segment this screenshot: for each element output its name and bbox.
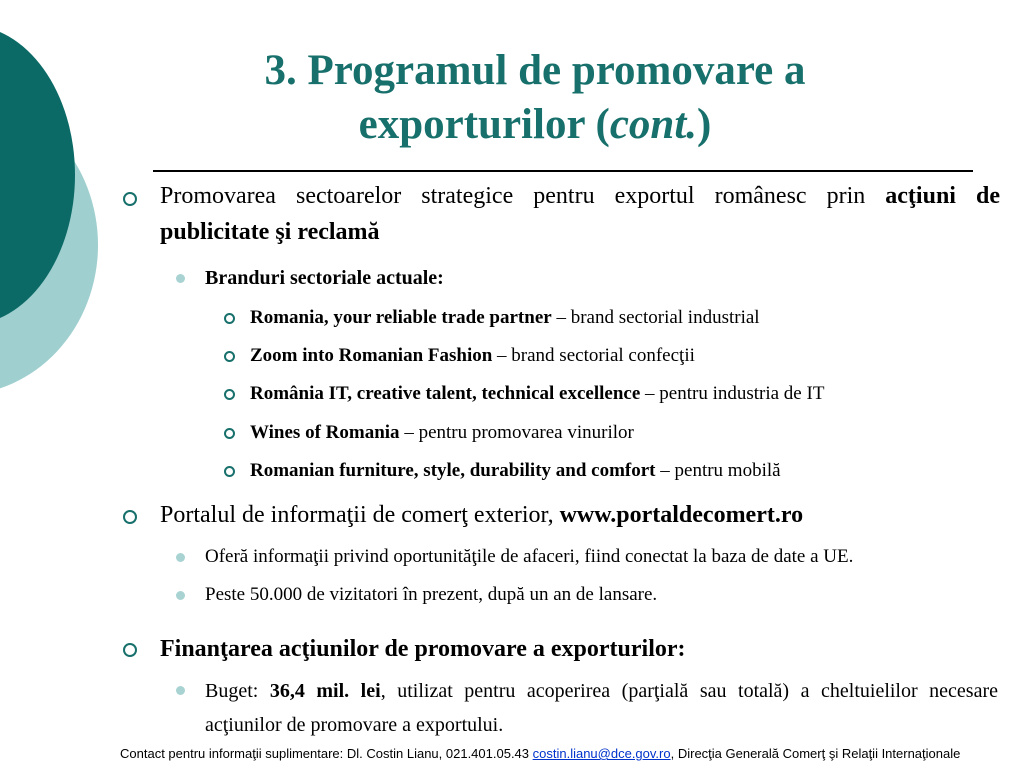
circle-bullet-icon (123, 192, 137, 206)
circle-bullet-icon (224, 351, 235, 362)
section-2-text (160, 497, 1000, 533)
dot-bullet-icon (176, 591, 185, 600)
portal-info-1: Oferă informaţii privind oportunităţile de afaceri, fiind conectat la baza de date a UE. (205, 546, 854, 567)
budget-label: Buget: (205, 680, 270, 702)
brand-desc: – pentru mobilă (655, 460, 781, 481)
footer-suffix: , Direcţia Generală Comerţ şi Relaţii Internaţionale (670, 746, 961, 761)
section-1-plain: Promovarea sectoarelor strategice pentru exportul românesc prin (160, 183, 886, 209)
section-3-heading (160, 631, 1000, 667)
brand-desc: – brand sectorial industrial (551, 307, 760, 328)
title-line-2-end: ) (697, 101, 712, 148)
brand-item-3 (250, 381, 1000, 407)
brands-heading-text: Branduri sectoriale actuale: (205, 267, 444, 289)
brand-name: Romania, your reliable trade partner (250, 307, 552, 328)
circle-bullet-icon (224, 466, 235, 477)
circle-bullet-icon (224, 313, 235, 324)
footer-prefix: Contact pentru informaţii suplimentare: Dl. Costin Lianu, 021.401.05.43 (120, 746, 533, 761)
circle-bullet-icon (123, 643, 137, 657)
portal-url: www.portaldecomert.ro (559, 502, 804, 528)
brand-name: Zoom into Romanian Fashion (250, 345, 493, 366)
budget-description: , utilizat pentru acoperirea (parţială sau totală) a cheltuielilor necesare acţiunilor de promovare a exportului. (205, 680, 999, 736)
section-2-plain: Portalul de informaţii de comerţ exterior, (160, 502, 560, 528)
brand-desc: – pentru industria de IT (640, 383, 825, 404)
brand-name: Wines of Romania (250, 422, 400, 443)
portal-info-2: Peste 50.000 de vizitatori în prezent, după un an de lansare. (205, 584, 658, 605)
circle-bullet-icon (123, 510, 137, 524)
brand-desc: – pentru promovarea vinurilor (399, 422, 634, 443)
brand-item-4 (250, 420, 1000, 446)
brand-item-5 (250, 458, 1000, 484)
circle-bullet-icon (224, 389, 235, 400)
dot-bullet-icon (176, 686, 185, 695)
dot-bullet-icon (176, 553, 185, 562)
title-line-2-main: exporturilor ( (358, 101, 610, 148)
contact-email-link[interactable]: costin.lianu@dce.gov.ro (532, 746, 671, 761)
title-line-2-italic: cont. (609, 101, 698, 148)
brand-desc: – brand sectorial confecţii (492, 345, 695, 366)
circle-bullet-icon (224, 428, 235, 439)
budget-value: 36,4 mil. lei (269, 680, 381, 702)
title-line-1: 3. Programul de promovare a (264, 47, 806, 94)
financing-heading: Finanţarea acţiunilor de promovare a exporturilor: (160, 636, 686, 662)
brand-item-2 (250, 343, 1000, 369)
brand-name: Romanian furniture, style, durability and comfort (250, 460, 656, 481)
dot-bullet-icon (176, 274, 185, 283)
brand-name: România IT, creative talent, technical excellence (250, 383, 641, 404)
footer-contact (120, 744, 1024, 764)
brands-heading (205, 262, 1000, 295)
section-1-bold: acţiuni de publicitate şi reclamă (160, 183, 1000, 245)
budget-text (205, 674, 998, 742)
brand-item-1 (250, 305, 1000, 331)
section-1-text (160, 178, 1000, 250)
